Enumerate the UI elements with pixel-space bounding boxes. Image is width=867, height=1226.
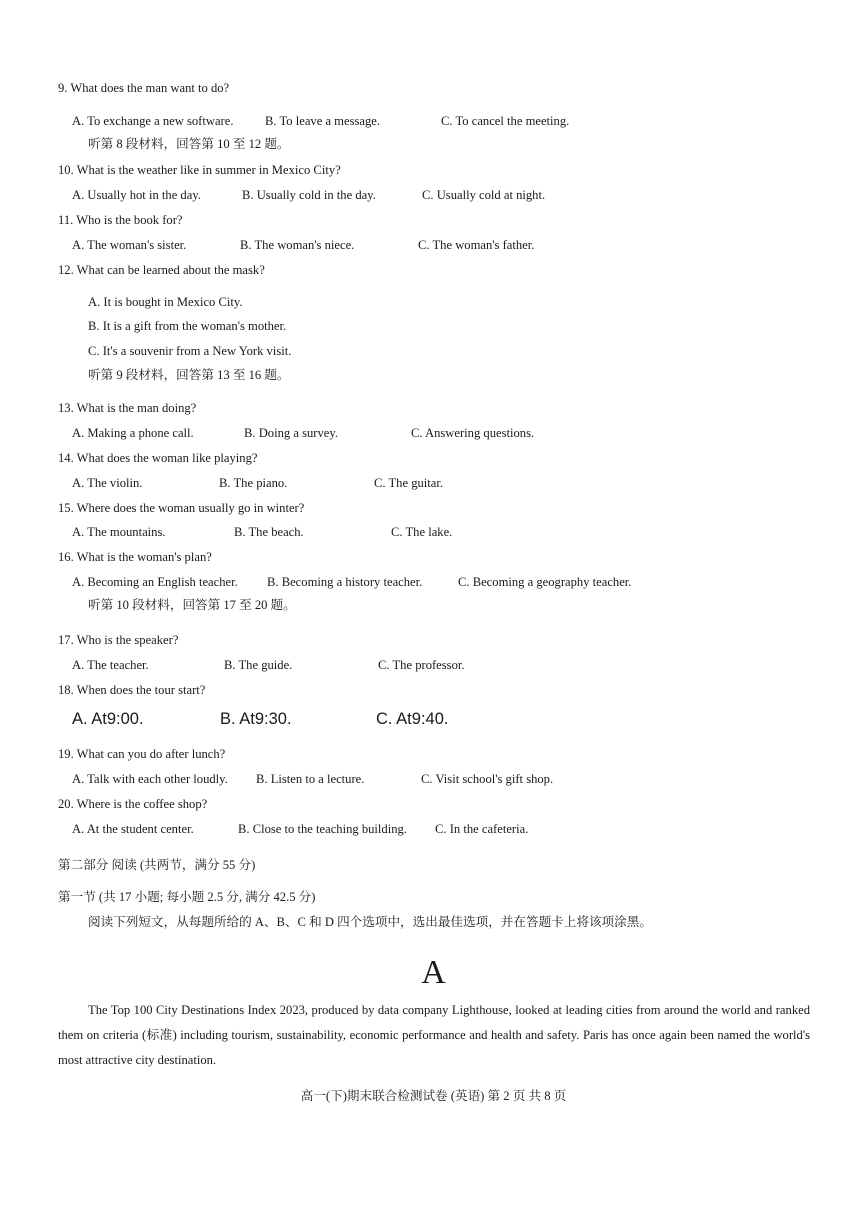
section-8-instruction: 听第 8 段材料，回答第 10 至 12 题。 <box>88 137 290 151</box>
question-16-option-a: A. Becoming an English teacher. <box>72 575 238 589</box>
question-10-stem: 10. What is the weather like in summer in Mexico City? <box>58 163 341 177</box>
section-9-instruction: 听第 9 段材料，回答第 13 至 16 题。 <box>88 368 290 382</box>
question-17-option-c: C. The professor. <box>378 658 465 672</box>
question-18-stem: 18. When does the tour start? <box>58 683 206 697</box>
question-16-option-c: C. Becoming a geography teacher. <box>458 575 632 589</box>
question-15-option-a: A. The mountains. <box>72 525 166 539</box>
question-9-stem: 9. What does the man want to do? <box>58 81 230 95</box>
question-9-option-b: B. To leave a message. <box>265 114 380 128</box>
question-19-stem: 19. What can you do after lunch? <box>58 747 226 761</box>
passage-paragraph: The Top 100 City Destinations Index 2023, produced by data company Lighthouse, looked at leading cities from around the world and ranked them on criteria (标准) including tourism, sustainability, economic performance and health and safety. Paris has once again been named the world's most attractive city destination. <box>58 1003 810 1067</box>
question-12-option-c: C. It's a souvenir from a New York visit. <box>88 344 292 358</box>
reading-section-title: 第一节 (共 17 小题; 每小题 2.5 分, 满分 42.5 分) <box>58 890 316 904</box>
question-13-stem: 13. What is the man doing? <box>58 401 197 415</box>
question-11-stem: 11. Who is the book for? <box>58 213 183 227</box>
reading-instruction: 阅读下列短文，从每题所给的 A、B、C 和 D 四个选项中，选出最佳选项，并在答题卡上将该项涂黑。 <box>88 915 652 929</box>
question-17-option-b: B. The guide. <box>224 658 293 672</box>
question-9-option-c: C. To cancel the meeting. <box>441 114 570 128</box>
question-20-option-b: B. Close to the teaching building. <box>238 822 407 836</box>
question-19-option-c: C. Visit school's gift shop. <box>421 772 554 786</box>
question-13-option-a: A. Making a phone call. <box>72 426 194 440</box>
question-12-option-b: B. It is a gift from the woman's mother. <box>88 319 287 333</box>
question-20-option-c: C. In the cafeteria. <box>435 822 529 836</box>
question-18-option-a: A. At9:00. <box>72 710 144 728</box>
question-15-option-b: B. The beach. <box>234 525 304 539</box>
question-12-stem: 12. What can be learned about the mask? <box>58 263 265 277</box>
question-11-option-b: B. The woman's niece. <box>240 238 355 252</box>
question-9-option-a: A. To exchange a new software. <box>72 114 234 128</box>
question-14-option-a: A. The violin. <box>72 476 143 490</box>
question-18-option-b: B. At9:30. <box>220 710 292 728</box>
question-10-option-b: B. Usually cold in the day. <box>242 188 376 202</box>
question-10-option-a: A. Usually hot in the day. <box>72 188 201 202</box>
question-11-option-c: C. The woman's father. <box>418 238 535 252</box>
question-16-stem: 16. What is the woman's plan? <box>58 550 212 564</box>
question-15-option-c: C. The lake. <box>391 525 453 539</box>
question-14-option-c: C. The guitar. <box>374 476 444 490</box>
page-footer: 高一(下)期末联合检测试卷 (英语) 第 2 页 共 8 页 <box>300 1089 567 1103</box>
question-14-option-b: B. The piano. <box>219 476 288 490</box>
question-15-stem: 15. Where does the woman usually go in winter? <box>58 501 305 515</box>
question-20-stem: 20. Where is the coffee shop? <box>58 797 208 811</box>
question-11-option-a: A. The woman's sister. <box>72 238 187 252</box>
question-12-option-a: A. It is bought in Mexico City. <box>88 295 243 309</box>
question-10-option-c: C. Usually cold at night. <box>422 188 546 202</box>
question-18-option-c: C. At9:40. <box>376 710 449 728</box>
passage-letter: A <box>421 954 446 991</box>
question-20-option-a: A. At the student center. <box>72 822 194 836</box>
question-17-stem: 17. Who is the speaker? <box>58 633 179 647</box>
question-13-option-b: B. Doing a survey. <box>244 426 338 440</box>
question-19-option-b: B. Listen to a lecture. <box>256 772 365 786</box>
question-19-option-a: A. Talk with each other loudly. <box>72 772 228 786</box>
question-14-stem: 14. What does the woman like playing? <box>58 451 258 465</box>
question-16-option-b: B. Becoming a history teacher. <box>267 575 423 589</box>
section-10-instruction: 听第 10 段材料，回答第 17 至 20 题。 <box>88 598 296 612</box>
reading-part-title: 第二部分 阅读 (共两节，满分 55 分) <box>58 858 256 872</box>
question-17-option-a: A. The teacher. <box>72 658 149 672</box>
question-13-option-c: C. Answering questions. <box>411 426 535 440</box>
